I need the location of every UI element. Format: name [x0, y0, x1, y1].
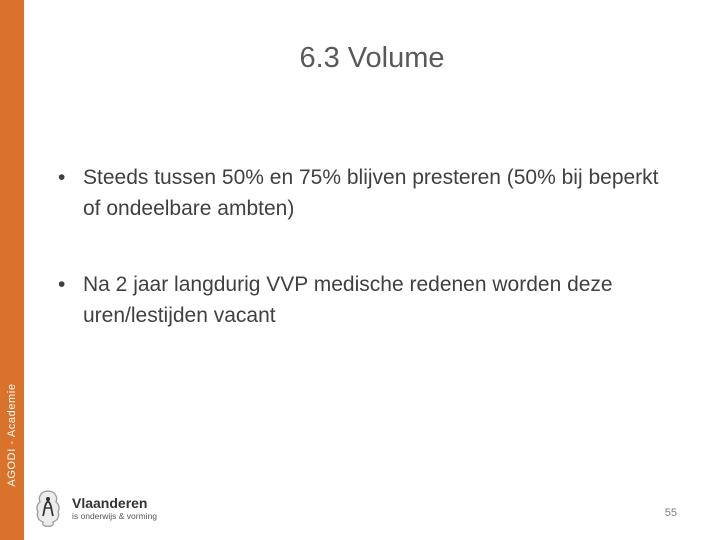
logo-tagline: is onderwijs & vorming [72, 511, 158, 521]
bullet-item [58, 269, 678, 331]
logo-text [72, 495, 157, 522]
page-number: 55 [664, 507, 677, 519]
flemish-lion-icon [33, 488, 63, 528]
bullet-dot: • [58, 166, 66, 189]
bullet-text: Na 2 jaar langdurig VVP medische redenen worden deze uren/lestijden vacant [83, 273, 613, 327]
bullet-item [58, 162, 678, 224]
logo-name: Vlaanderen [72, 495, 148, 511]
side-bar-text: AGODI - Academie [6, 383, 18, 487]
bullet-text: Steeds tussen 50% en 75% blijven presteren (50% bij beperkt of ondeelbare ambten) [83, 166, 659, 220]
side-text-wrap [0, 0, 24, 540]
bullet-dot: • [58, 273, 66, 296]
bullet-list [58, 162, 678, 331]
slide-title: 6.3 Volume [299, 42, 445, 74]
